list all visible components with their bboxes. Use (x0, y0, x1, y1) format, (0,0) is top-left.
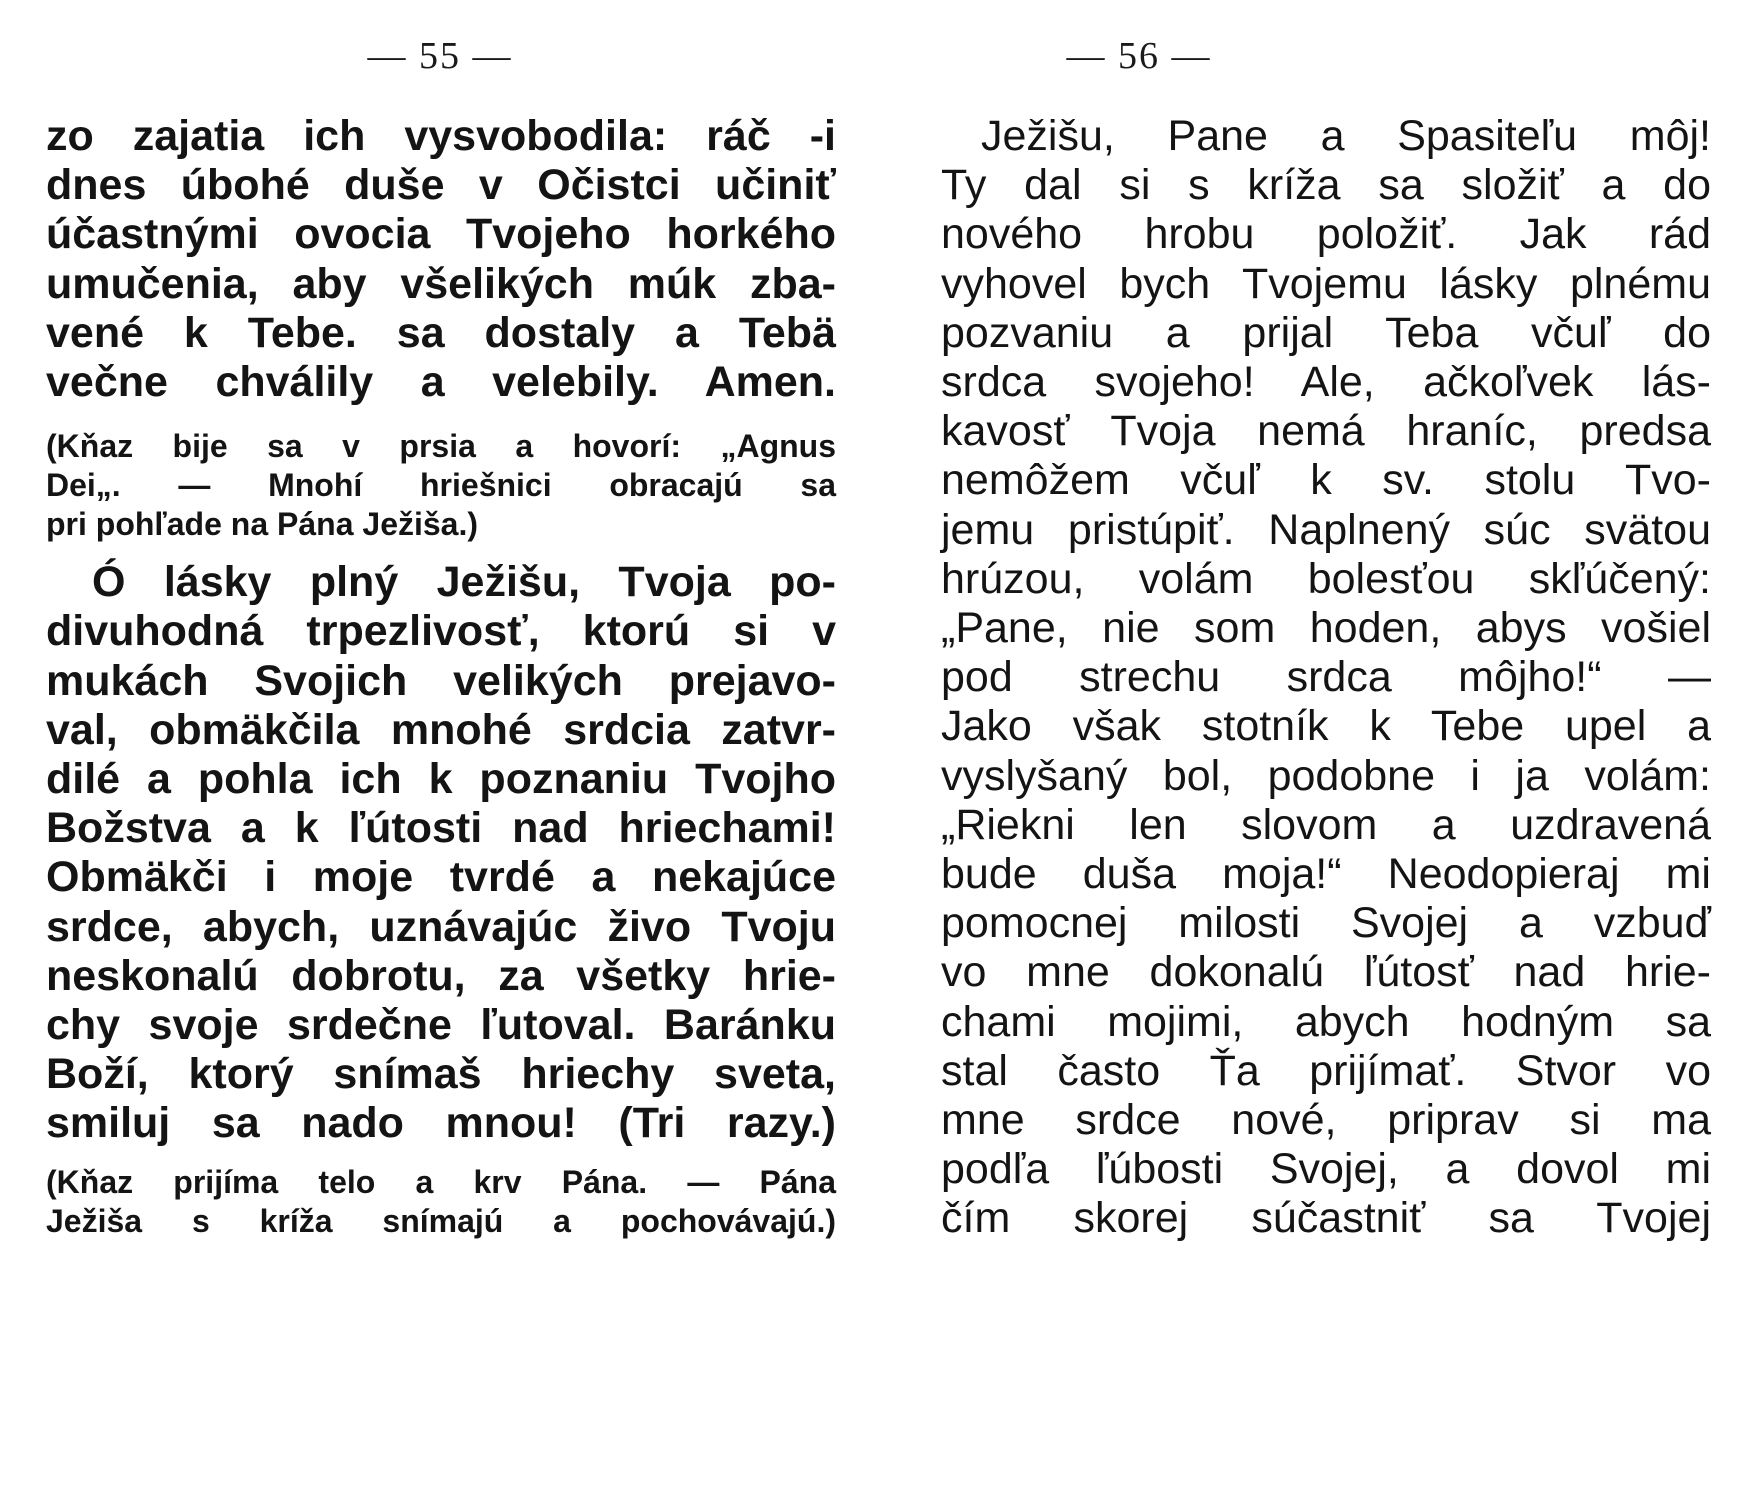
text-line: mukách Svojich velikých prejavo- (46, 656, 836, 705)
text-line: stal často Ťa prijímať. Stvor vo (941, 1046, 1711, 1095)
text-line: Božstva a k ľútosti nad hriechami! (46, 804, 836, 853)
text-line: divuhodná trpezlivosť, ktorú si v (46, 607, 836, 656)
text-line: zo zajatia ich vysvobodila: ráč -i (46, 112, 836, 160)
text-line: pod strechu srdca môjho!“ — (941, 653, 1711, 702)
text-line: Obmäkči i moje tvrdé a nekajúce (46, 853, 836, 902)
text-line: Boží, ktorý snímaš hriechy sveta, (46, 1050, 836, 1099)
text-line: umučenia, aby všelikých múk zba- (46, 259, 836, 308)
text-line: val, obmäkčila mnohé srdcia zatvr- (46, 705, 836, 754)
right-text-block (941, 112, 1711, 1244)
text-line: smiluj sa nado mnou! (Tri razy.) (46, 1099, 836, 1148)
text-line: Jako však stotník k Tebe upel a (941, 702, 1711, 751)
text-line: vyhovel bych Tvojemu lásky plnému (941, 259, 1711, 308)
text-line: mne srdce nové, priprav si ma (941, 1096, 1711, 1145)
rubric-line: (Kňaz bije sa v prsia a hovorí: „Agnus (46, 428, 836, 465)
text-line: chy svoje srdečne ľutoval. Baránku (46, 1001, 836, 1050)
prayer-end-paragraph (46, 112, 836, 407)
page-number-left: — 55 — (367, 35, 513, 77)
text-line: srdce, abych, uznávajúc živo Tvoju (46, 902, 836, 951)
rubric-line: (Kňaz prijíma telo a krv Pána. — Pána (46, 1163, 836, 1200)
text-line: bude duša moja!“ Neodopieraj mi (941, 850, 1711, 899)
text-line: srdca svojeho! Ale, ačkoľvek lás- (941, 358, 1711, 407)
text-line: pozvaniu a prijal Teba včuľ do (941, 308, 1711, 357)
text-line: „Riekni len slovom a uzdravená (941, 800, 1711, 849)
text-line: vyslyšaný bol, podobne i ja volám: (941, 751, 1711, 800)
text-line: nemôžem včuľ k sv. stolu Tvo- (941, 456, 1711, 505)
text-line: podľa ľúbosti Svojej, a dovol mi (941, 1145, 1711, 1194)
rubric-line: Ježiša s kríža snímajú a pochovávajú.) (46, 1202, 836, 1239)
rubric-paragraph-2 (46, 1163, 836, 1241)
rubric-line: Dei„. — Mnohí hriešnici obracajú sa (46, 467, 836, 504)
agnus-prayer-paragraph (46, 558, 836, 1148)
left-text-block (46, 112, 836, 1241)
right-page (879, 0, 1758, 1500)
text-line: „Pane, nie som hoden, abys vošiel (941, 604, 1711, 653)
rubric-paragraph-1 (46, 427, 836, 544)
text-line: neskonalú dobrotu, za všetky hrie- (46, 951, 836, 1000)
text-line: jemu pristúpiť. Naplnený súc svätou (941, 505, 1711, 554)
text-line: vo mne dokonalú ľútosť nad hrie- (941, 948, 1711, 997)
text-line: večne chválily a velebily. Amen. (46, 358, 836, 407)
communion-prayer-paragraph (941, 112, 1711, 1244)
text-line: Ó lásky plný Ježišu, Tvoja po- (92, 558, 836, 607)
text-line: chami mojimi, abych hodným sa (941, 997, 1711, 1046)
text-line: dilé a pohla ich k poznaniu Tvojho (46, 755, 836, 804)
text-line: nového hrobu položiť. Jak rád (941, 210, 1711, 259)
text-line: účastnými ovocia Tvojeho horkého (46, 210, 836, 259)
page-number-right: — 56 — (1066, 35, 1212, 77)
text-line: Ty dal si s kríža sa složiť a do (941, 161, 1711, 210)
text-line: pomocnej milosti Svojej a vzbuď (941, 899, 1711, 948)
rubric-line: pri pohľade na Pána Ježiša.) (46, 506, 479, 543)
text-line: kavosť Tvoja nemá hraníc, predsa (941, 407, 1711, 456)
text-line: Ježišu, Pane a Spasiteľu môj! (981, 112, 1711, 160)
text-line: hrúzou, volám bolesťou skľúčený: (941, 554, 1711, 603)
text-line: vené k Tebe. sa dostaly a Tebä (46, 308, 836, 357)
text-line: čím skorej súčastniť sa Tvojej (941, 1194, 1711, 1243)
text-line: dnes úbohé duše v Očistci učiniť (46, 161, 836, 210)
